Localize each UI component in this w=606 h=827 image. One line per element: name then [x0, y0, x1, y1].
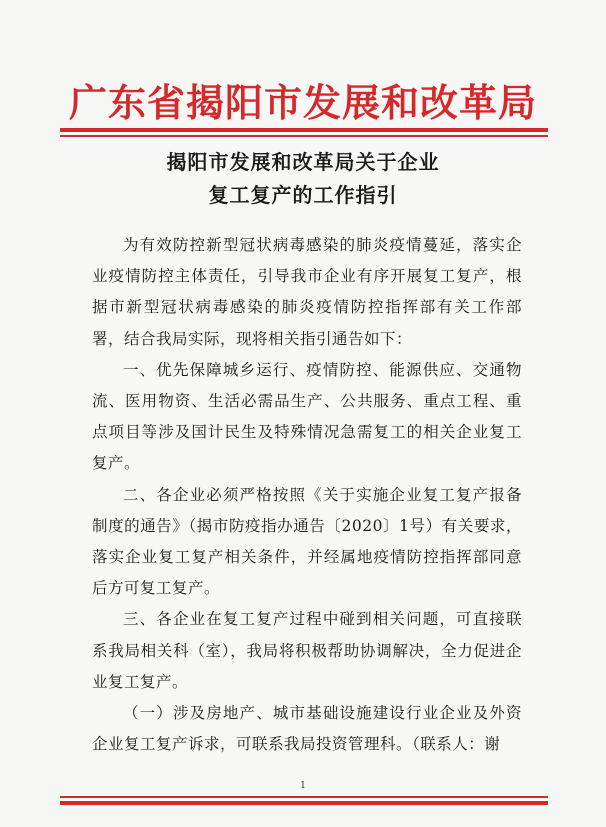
- header-rule-thin: [60, 135, 548, 137]
- body-paragraph-item-3: 三、各企业在复工复产过程中碰到相关问题，可直接联系我局相关科（室），我局将积极帮助协调解决，全力促进企业复工复产。: [92, 610, 522, 691]
- org-masthead: 广东省揭阳市发展和改革局: [68, 80, 537, 125]
- document-body: [92, 230, 522, 760]
- document-title-line-2: 复工复产的工作指引: [208, 183, 398, 207]
- footer-rule-thick: [60, 801, 548, 805]
- body-paragraph-intro: 为有效防控新型冠状病毒感染的肺炎疫情蔓延，落实企业疫情防控主体责任，引导我市企业有序开展复工复产，根据市新型冠状病毒感染的肺炎疫情防控指挥部有关工作部署，结合我局实际，现将相关指引通告如下：: [92, 236, 522, 348]
- page-number: 1: [300, 781, 306, 791]
- document-title-line-1: 揭阳市发展和改革局关于企业: [166, 150, 440, 174]
- footer-rule-thin: [60, 796, 548, 798]
- header-rule-thick: [60, 128, 548, 132]
- body-paragraph-item-3-1: （一）涉及房地产、城市基础设施建设行业企业及外资企业复工复产诉求，可联系我局投资管理科。（联系人：谢: [92, 704, 522, 754]
- body-paragraph-item-2: 二、各企业必须严格按照《关于实施企业复工复产报备制度的通告》（揭市防疫指办通告〔2020〕1号）有关要求，落实企业复工复产相关条件，并经属地疫情防控指挥部同意后方可复工复产。: [92, 485, 522, 598]
- body-paragraph-item-1: 一、优先保障城乡运行、疫情防控、能源供应、交通物流、医用物资、生活必需品生产、公共服务、重点工程、重点项目等涉及国计民生及特殊情况急需复工的相关企业复工复产。: [92, 360, 522, 473]
